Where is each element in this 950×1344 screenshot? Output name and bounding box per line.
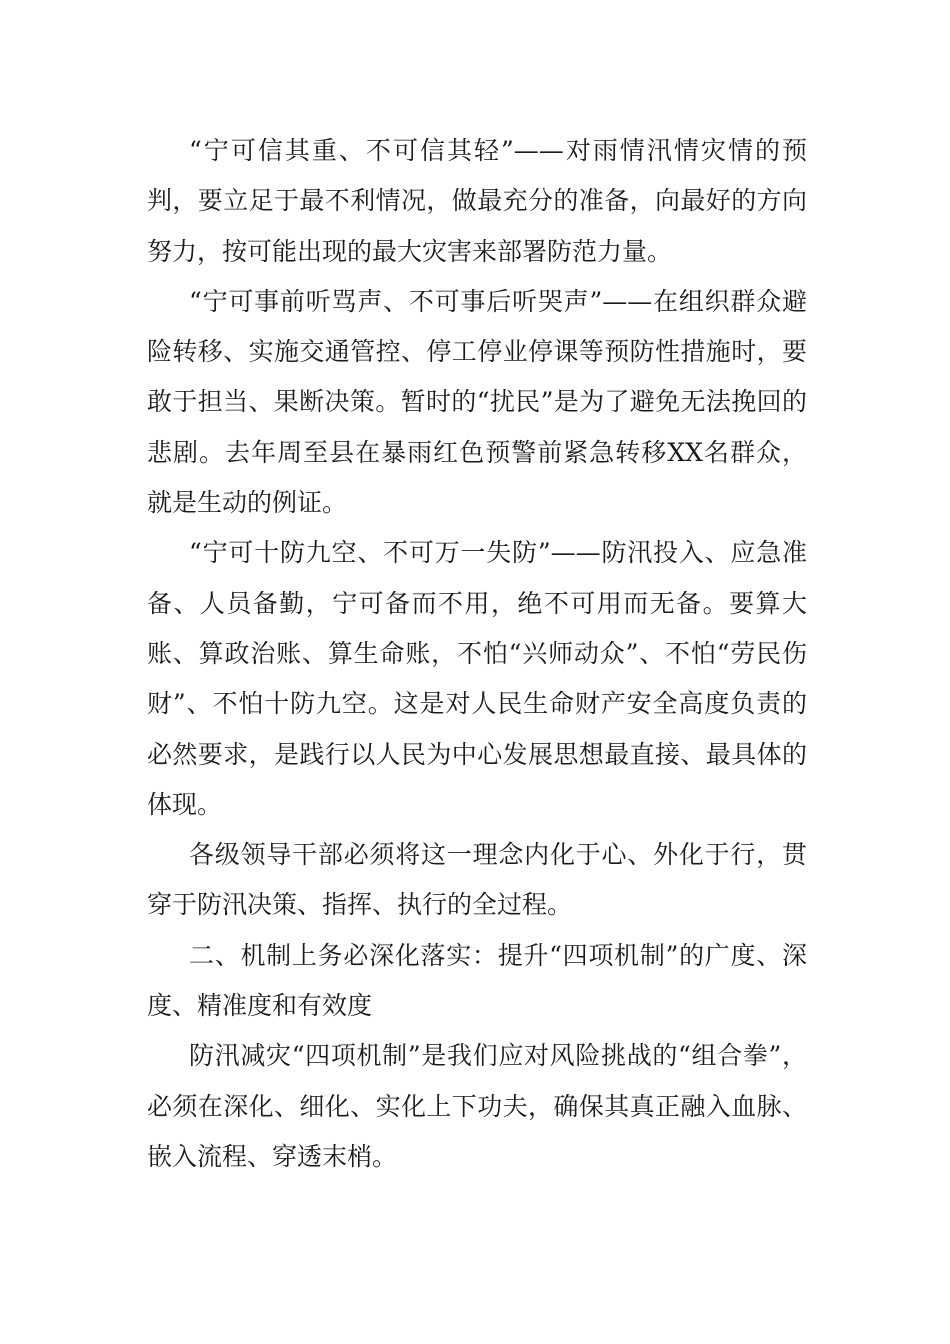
paragraph-2: “宁可事前听骂声、不可事后听哭声”——在组织群众避险转移、实施交通管控、停工停业停课等预防性措施时，要敢于担当、果断决策。暂时的“扰民”是为了避免无法挽回的悲剧。去年周至县在暴雨红色预警前紧急转移XX名群众，就是生动的例证。: [147, 286, 807, 518]
paragraph-5: 防汛减灾“四项机制”是我们应对风险挑战的“组合拳”，必须在深化、细化、实化上下功夫，确保其真正融入血脉、嵌入流程、穿透末梢。: [147, 1041, 807, 1171]
section-heading: 二、机制上务必深化落实：提升“四项机制”的广度、深度、精准度和有效度: [147, 940, 807, 1021]
paragraph-4: 各级领导干部必须将这一理念内化于心、外化于行，贯穿于防汛决策、指挥、执行的全过程。: [147, 840, 807, 920]
document-body: [147, 126, 807, 1182]
paragraph-3: “宁可十防九空、不可万一失防”——防汛投入、应急准备、人员备勤，宁可备而不用，绝不可用而无备。要算大账、算政治账、算生命账，不怕“兴师动众”、不怕“劳民伤财”、不怕十防九空。这是对人民生命财产安全高度负责的必然要求，是践行以人民为中心发展思想最直接、最具体的体现。: [147, 538, 807, 819]
paragraph-1: “宁可信其重、不可信其轻”——对雨情汛情灾情的预判，要立足于最不利情况，做最充分的准备，向最好的方向努力，按可能出现的最大灾害来部署防范力量。: [147, 136, 807, 266]
